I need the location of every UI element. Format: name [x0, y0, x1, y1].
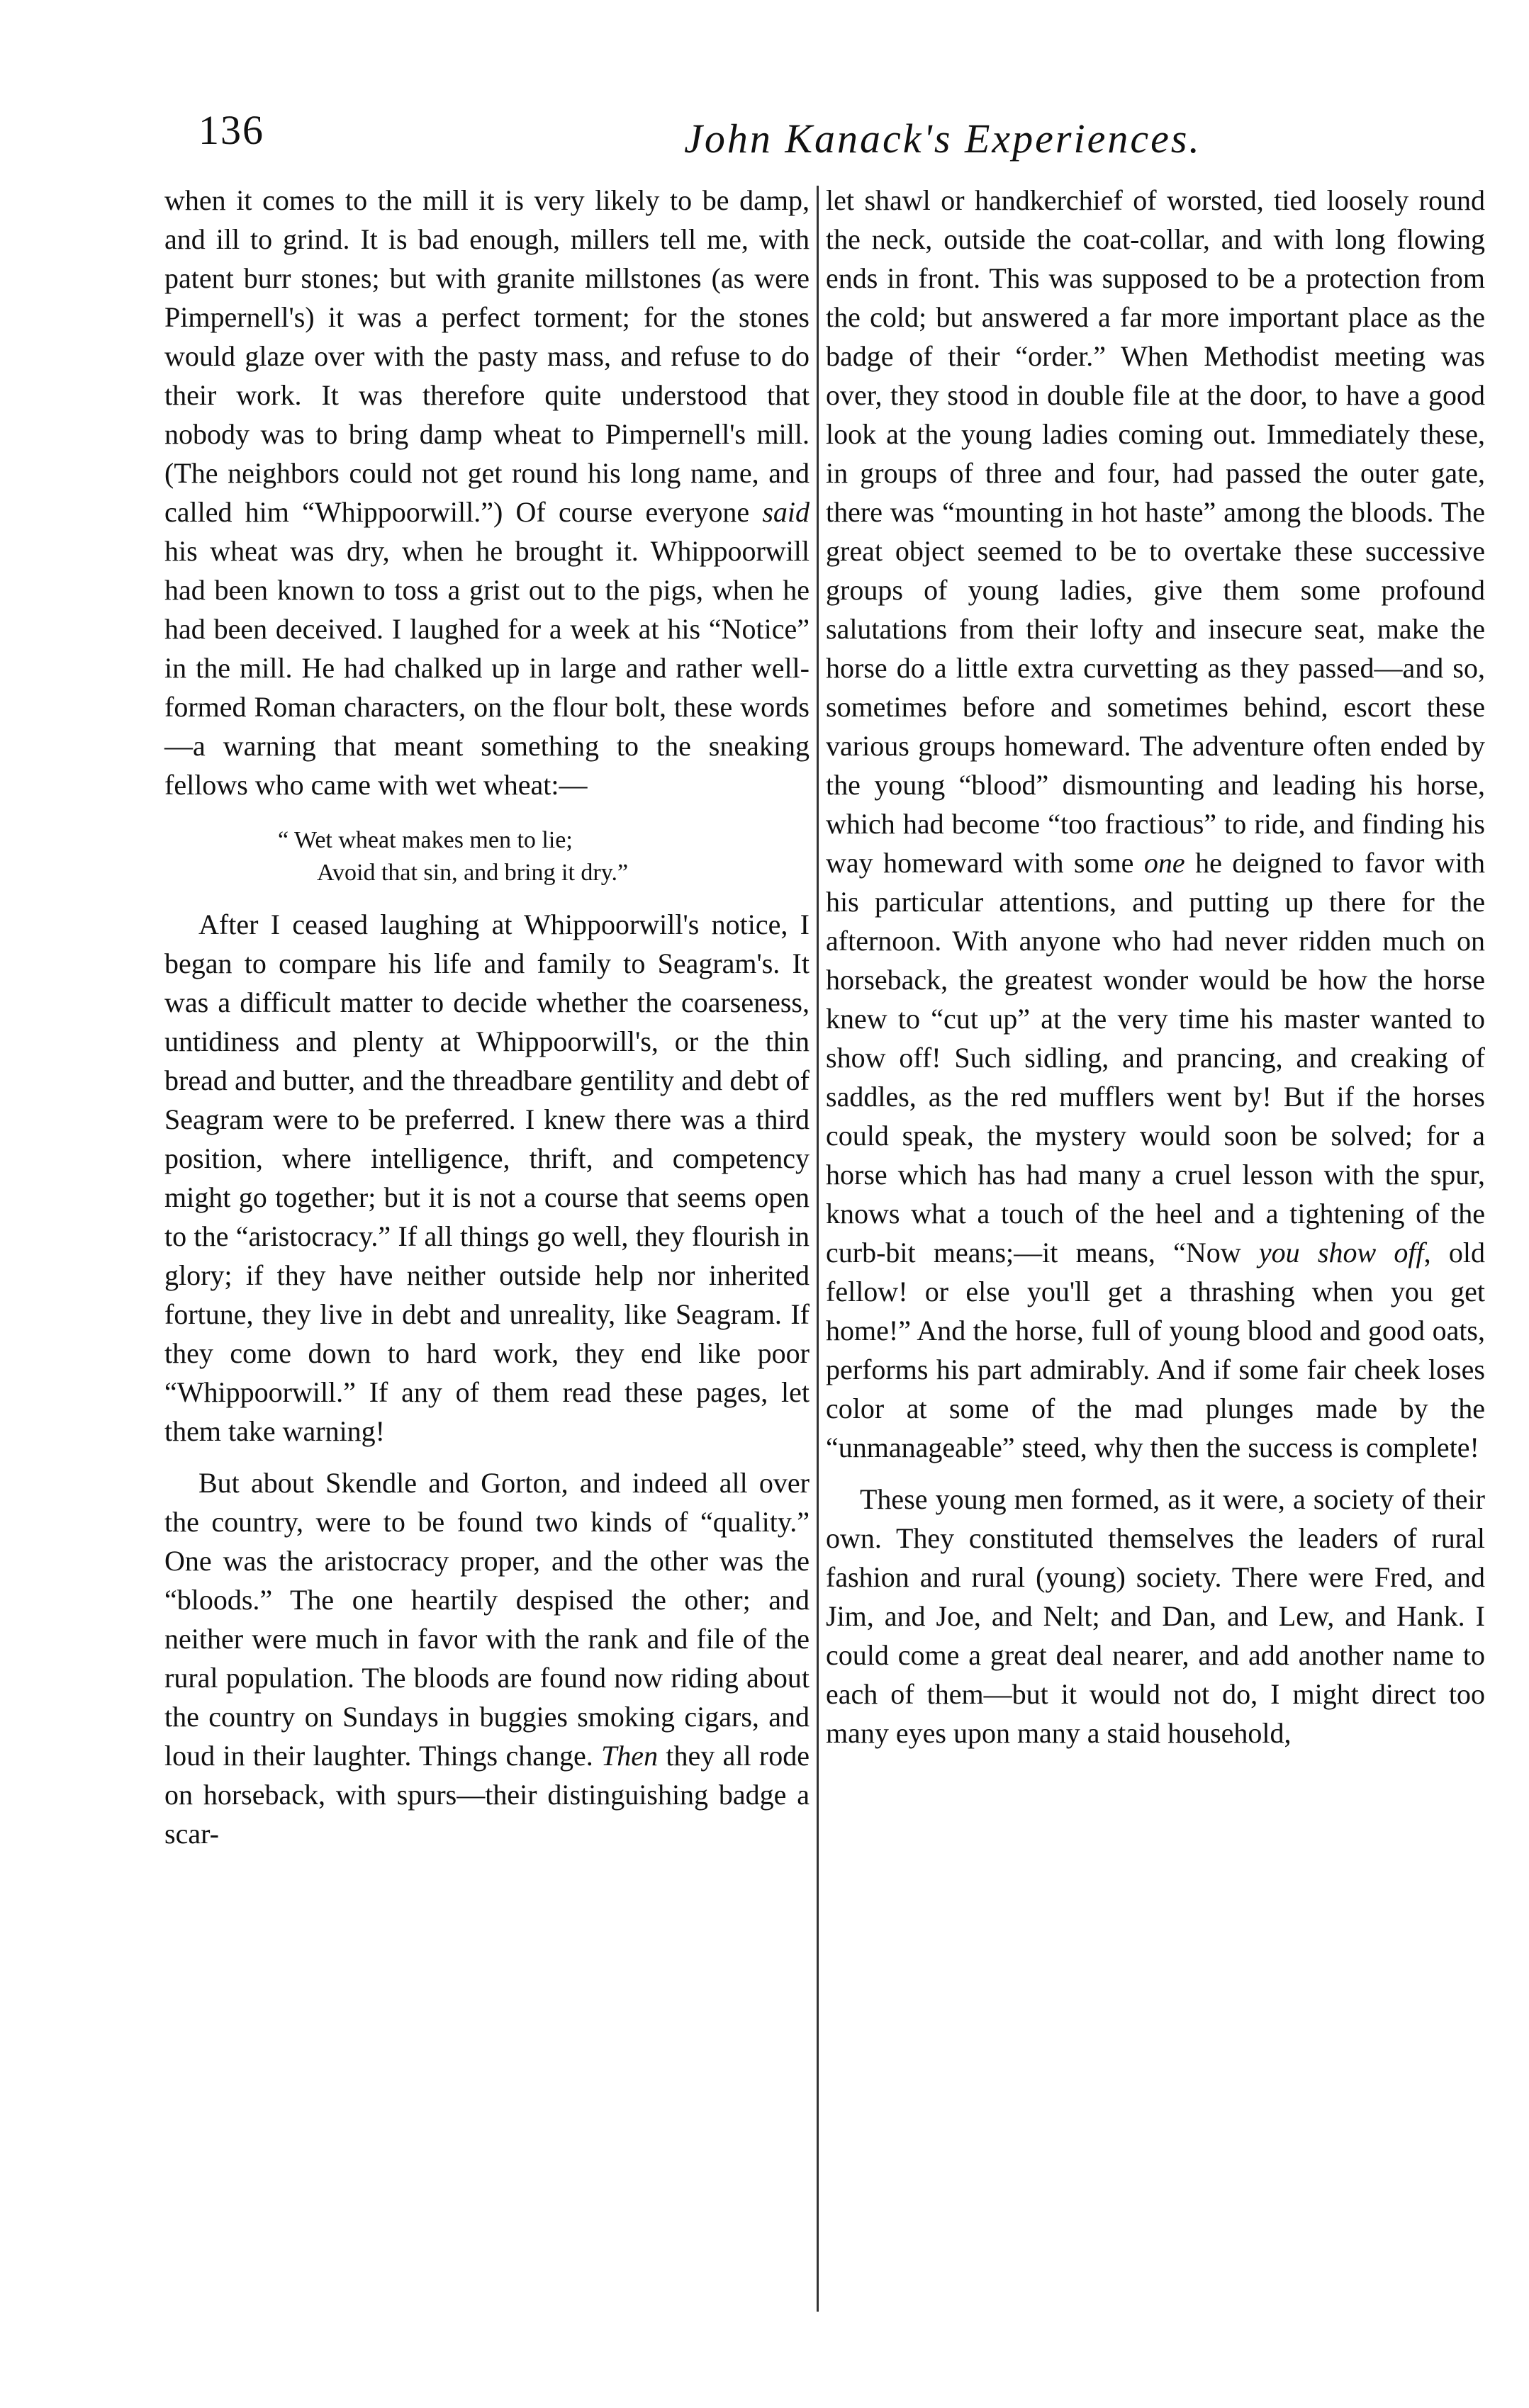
paragraph: when it comes to the mill it is very likely to be damp, and ill to grind. It is bad enough, millers tell me, with patent burr stones; but with granite millstones (as were Pimpernell's) it was a perfect torment; for the stones would glaze over with the pasty mass, and refuse to do their work. It was therefore quite understood that nobody was to bring damp wheat to Pimpernell's mill. (The neighbors could not get round his long name, and called him “Whippoorwill.”) Of course everyone said his wheat was dry, when he brought it. Whippoorwill had been known to toss a grist out to the pigs, when he had been deceived. I laughed for a week at his “Notice” in the mill. He had chalked up in large and rather well-formed Roman characters, on the flour bolt, these words—a warning that meant something to the sneaking fellows who came with wet wheat:—: [164, 184, 810, 801]
column-divider: [817, 186, 819, 2312]
page-number: 136: [198, 107, 264, 153]
paragraph: let shawl or handkerchief of worsted, tied loosely round the neck, outside the coat-collar, and with long flowing ends in front. This was supposed to be a protection from the cold; but answered a far more important place as the badge of their “order.” When Methodist meeting was over, they stood in double file at the door, to have a good look at the young ladies coming out. Immediately these, in groups of three and four, had passed the outer gate, there was “mounting in hot haste” among the bloods. The great object seemed to be to overtake these successive groups of young ladies, give them some profound salutations from their lofty and insecure seat, make the horse do a little extra curvetting as they passed—and so, sometimes before and sometimes behind, escort these various groups homeward. The adventure often ended by the young “blood” dismounting and leading his horse, which had become “too fractious” to ride, and finding his way homeward with some one he deigned to favor with his particular attentions, and putting up there for the afternoon. With anyone who had never ridden much on horseback, the greatest wonder would be how the horse knew to “cut up” at the very time his master wanted to show off! Such sidling, and prancing, and creaking of saddles, as the red mufflers went by! But if the horses could speak, the mystery would soon be solved; for a horse which has had many a cruel lesson with the spur, knows what a touch of the heel and a tightening of the curb-bit means;—it means, “Now you show off, old fellow! or else you'll get a thrashing when you get home!” And the horse, full of young blood and good oats, performs his part admirably. And if some fair cheek loses color at some of the mad plunges made by the “unmanageable” steed, why then the success is complete!: [826, 184, 1485, 1463]
paragraph: These young men formed, as it were, a society of their own. They constituted themselves the leaders of rural fashion and rural (young) society. There were Fred, and Jim, and Joe, and Nelt; and Dan, and Lew, and Hank. I could come a great deal nearer, and add another name to each of them—but it would not do, I might direct too many eyes upon many a staid household,: [826, 1483, 1485, 1749]
left-column: [164, 181, 810, 1853]
verse-line: Avoid that sin, and bring it dry.”: [317, 860, 629, 886]
running-title: John Kanack's Experiences.: [684, 116, 1202, 162]
page-header: [198, 106, 1460, 177]
right-column: [826, 181, 1485, 1752]
verse-line: “ Wet wheat makes men to lie;: [278, 827, 573, 853]
paragraph: After I ceased laughing at Whippoorwill's notice, I began to compare his life and family to Seagram's. It was a difficult matter to decide whether the coarseness, untidiness and plenty at Whippoorwill's, or the thin bread and butter, and the threadbare gentility and debt of Seagram were to be preferred. I knew there was a third position, where intelligence, thrift, and competency might go together; but it is not a course that seems open to the “aristocracy.” If all things go well, they flourish in glory; if they have neither outside help nor inherited fortune, they live in debt and unreality, like Seagram. If they come down to hard work, they end like poor “Whippoorwill.” If any of them read these pages, let them take warning!: [164, 908, 810, 1447]
paragraph: But about Skendle and Gorton, and indeed all over the country, were to be found two kinds of “quality.” One was the aristocracy proper, and the other was the “bloods.” The one heartily despised the other; and neither were much in favor with the rank and file of the rural population. The bloods are found now riding about the country on Sundays in buggies smoking cigars, and loud in their laughter. Things change. Then they all rode on horseback, with spurs—their distinguishing badge a scar-: [164, 1467, 810, 1850]
notice-verse: [164, 824, 810, 889]
